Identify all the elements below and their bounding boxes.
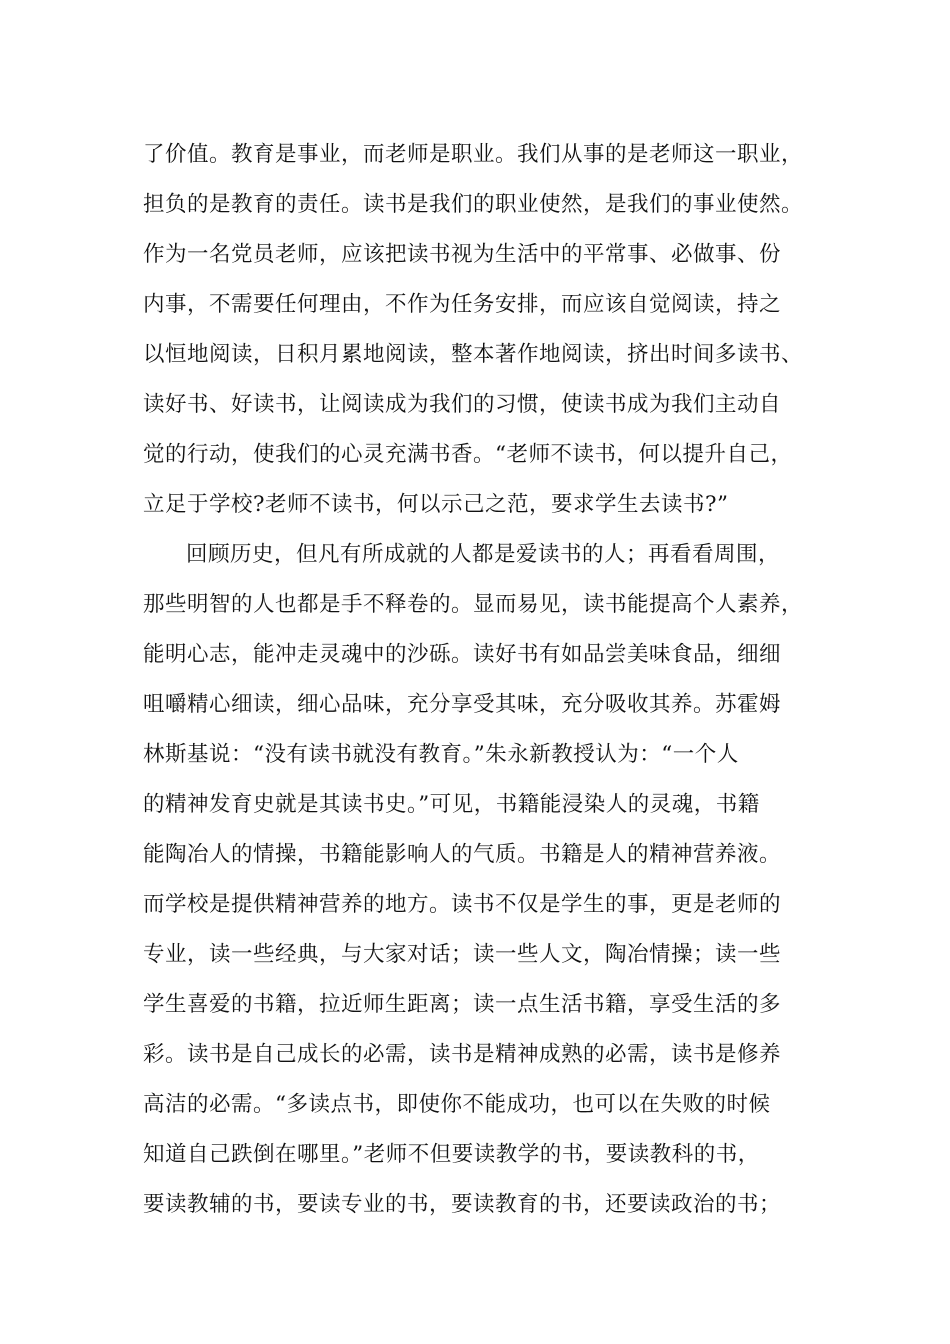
text-line: 彩。读书是自己成长的必需，读书是精神成熟的必需，读书是修养 (143, 1042, 782, 1067)
text-line: 担负的是教育的责任。读书是我们的职业使然，是我们的事业使然。 (143, 192, 804, 217)
text-line: 能明心志，能冲走灵魂中的沙砾。读好书有如品尝美味食品，细细 (143, 642, 782, 667)
text-line: 学生喜爱的书籍，拉近师生距离；读一点生活书籍，享受生活的多 (143, 992, 782, 1017)
text-line: 作为一名党员老师，应该把读书视为生活中的平常事、必做事、份 (143, 242, 782, 267)
text-line: 能陶冶人的情操，书籍能影响人的气质。书籍是人的精神营养液。 (143, 842, 782, 867)
text-line: 要读教辅的书，要读专业的书，要读教育的书，还要读政治的书； (143, 1192, 782, 1217)
body-text (143, 130, 813, 1230)
text-line: 高洁的必需。“多读点书，即使你不能成功，也可以在失败的时候 (143, 1092, 771, 1117)
text-line: 林斯基说：“没有读书就没有教育。”朱永新教授认为：“一个人 (143, 742, 739, 767)
text-line: 而学校是提供精神营养的地方。读书不仅是学生的事，更是老师的 (143, 892, 782, 917)
text-line: 了价值。教育是事业，而老师是职业。我们从事的是老师这一职业， (143, 142, 804, 167)
text-line: 读好书、好读书，让阅读成为我们的习惯，使读书成为我们主动自 (143, 392, 782, 417)
paragraph-first-line: 回顾历史，但凡有所成就的人都是爱读书的人；再看看周围， (186, 542, 781, 567)
text-line: 那些明智的人也都是手不释卷的。显而易见，读书能提高个人素养， (143, 592, 804, 617)
text-line: 的精神发育史就是其读书史。”可见，书籍能浸染人的灵魂，书籍 (143, 792, 760, 817)
text-line: 立足于学校?老师不读书，何以示己之范，要求学生去读书?” (143, 492, 729, 517)
text-line: 咀嚼精心细读，细心品味，充分享受其味，充分吸收其养。苏霍姆 (143, 692, 782, 717)
text-line: 觉的行动，使我们的心灵充满书香。“老师不读书，何以提升自己， (143, 442, 793, 467)
text-line: 内事，不需要任何理由，不作为任务安排，而应该自觉阅读，持之 (143, 292, 782, 317)
text-line: 以恒地阅读，日积月累地阅读，整本著作地阅读，挤出时间多读书、 (143, 342, 804, 367)
text-line: 专业，读一些经典，与大家对话；读一些人文，陶冶情操；读一些 (143, 942, 782, 967)
text-line: 知道自己跌倒在哪里。”老师不但要读教学的书，要读教科的书， (143, 1142, 760, 1167)
